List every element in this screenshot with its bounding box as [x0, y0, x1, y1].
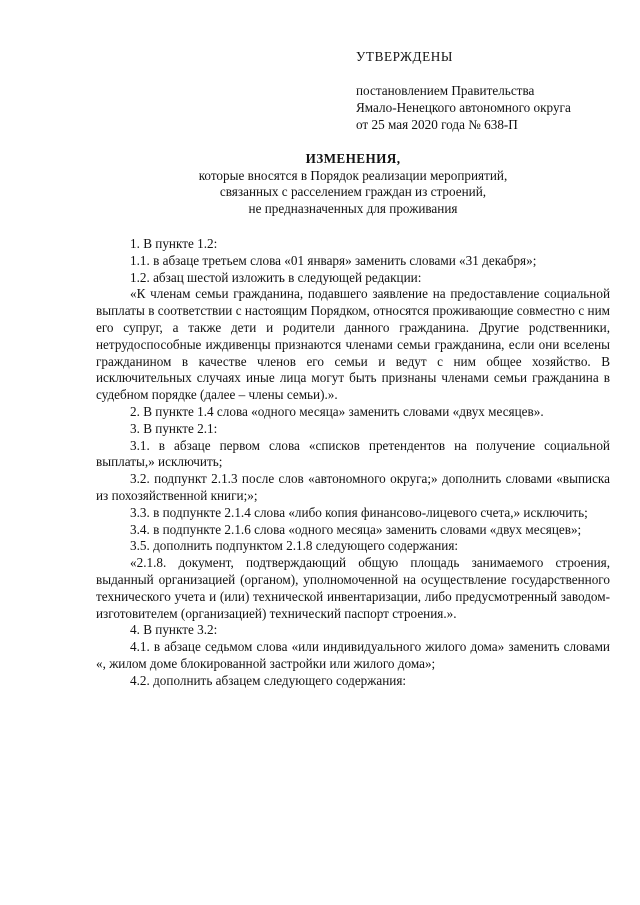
- paragraph-quoted-family-members: «К членам семьи гражданина, подавшего заявление на предоставление социальной выплаты в соответствии с настоящим Порядком, относятся проживающие совместно с ним его супруг, а также дети и родители данного гражданина. Другие родственники, нетрудоспособные иждивенцы признаются членами семьи гражданина, если они вселены гражданином в качестве членов его семьи и ведут с ним общее хозяйство. В исключительных случаях иные лица могут быть признаны членами семьи гражданина в судебном порядке (далее – члены семьи).».: [96, 286, 610, 403]
- paragraph-item-3-3: 3.3. в подпункте 2.1.4 слова «либо копия финансово-лицевого счета,» исключить;: [130, 504, 588, 520]
- paragraph-item-4-2: 4.2. дополнить абзацем следующего содержания:: [130, 672, 407, 688]
- approval-title: УТВЕРЖДЕНЫ: [356, 49, 454, 64]
- document-title: ИЗМЕНЕНИЯ,: [305, 151, 401, 166]
- paragraph-item-4: 4. В пункте 3.2:: [130, 622, 218, 638]
- document-heading: [96, 151, 610, 217]
- approval-line-authority: постановлением Правительства: [356, 83, 535, 98]
- paragraph-item-3-2: 3.2. подпункт 2.1.3 после слов «автономного округа;» дополнить словами «выписка из похозяйственной книги;»;: [96, 471, 610, 503]
- paragraph-item-2: 2. В пункте 1.4 слова «одного месяца» заменить словами «двух месяцев».: [130, 403, 544, 419]
- approval-line-region: Ямало-Ненецкого автономного округа: [356, 100, 571, 115]
- document-subtitle-line: не предназначенных для проживания: [248, 200, 458, 216]
- paragraph-item-3: 3. В пункте 2.1:: [130, 420, 218, 436]
- document-body: [96, 236, 610, 690]
- document-subtitle-line: которые вносятся в Порядок реализации мероприятий,: [198, 167, 508, 183]
- paragraph-item-3-1: 3.1. в абзаце первом слова «списков претендентов на получение социальной выплаты,» исключить;: [96, 437, 610, 470]
- paragraph-quoted-2-1-8: «2.1.8. документ, подтверждающий общую площадь занимаемого строения, выданный организацией (органом), уполномоченной на осуществление государственного технического учета и (или) технической инвентаризации, либо предусмотренный заводом-изготовителем (организацией) технический паспорт строения.».: [96, 555, 610, 621]
- paragraph-item-3-5: 3.5. дополнить подпунктом 2.1.8 следующего содержания:: [130, 538, 459, 554]
- document-subtitle-line: связанных с расселением граждан из строений,: [219, 184, 487, 199]
- approval-block: [356, 48, 616, 133]
- paragraph-item-4-1: 4.1. в абзаце седьмом слова «или индивидуального жилого дома» заменить словами «, жилом доме блокированной застройки или жилого дома»;: [96, 639, 610, 671]
- paragraph-item-1-1: 1.1. в абзаце третьем слова «01 января» заменить словами «31 декабря»;: [130, 252, 537, 268]
- paragraph-item-1: 1. В пункте 1.2:: [130, 236, 218, 251]
- approval-line-date: от 25 мая 2020 года № 638-П: [356, 117, 518, 132]
- paragraph-item-1-2: 1.2. абзац шестой изложить в следующей редакции:: [130, 269, 422, 285]
- paragraph-item-3-4: 3.4. в подпункте 2.1.6 слова «одного месяца» заменить словами «двух месяцев»;: [130, 521, 582, 537]
